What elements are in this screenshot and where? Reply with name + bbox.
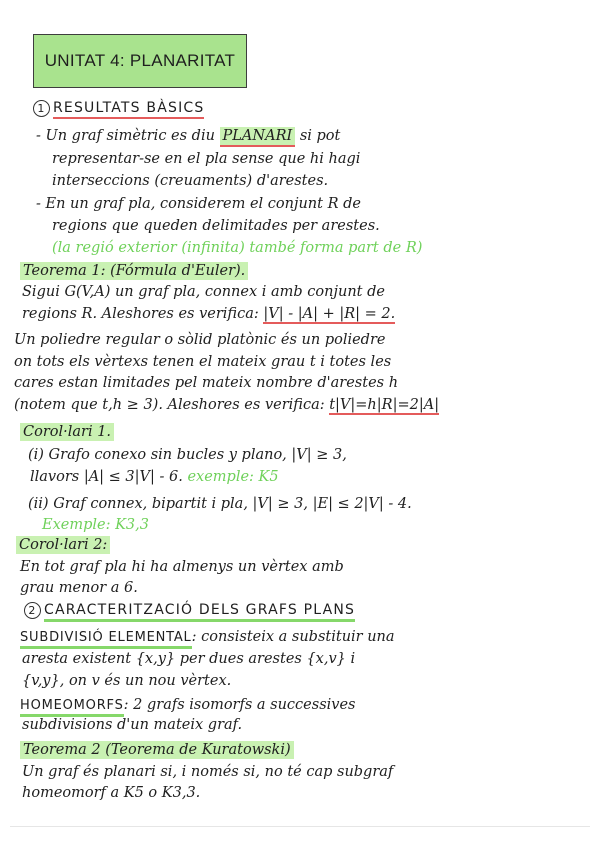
note-line: cares estan limitades pel mateix nombre d'arestes h	[14, 375, 399, 391]
note-line: Un poliedre regular o sòlid platònic és un poliedre	[14, 332, 386, 348]
note-line: interseccions (creuaments) d'arestes.	[52, 173, 329, 189]
corollary-2-heading	[16, 536, 110, 554]
note-line: representar-se en el pla sense que hi hagi	[52, 151, 361, 167]
theorem-1-heading	[20, 262, 248, 280]
note-text: : consisteix a substituir una	[191, 629, 395, 645]
term-subdivisio-elemental: SUBDIVISIÓ ELEMENTAL	[20, 630, 192, 649]
corollary-1-heading	[20, 423, 114, 441]
note-text: llavors |A| ≤ 3|V| - 6.	[30, 469, 183, 485]
theorem-2-heading	[20, 741, 294, 759]
note-line: - En un graf pla, considerem el conjunt R de	[36, 196, 361, 212]
note-line: {v,y}, on v és un nou vèrtex.	[22, 673, 232, 689]
note-line	[22, 305, 395, 323]
section-1-heading	[33, 100, 204, 117]
platonic-formula: t|V|=h|R|=2|A|	[329, 397, 440, 413]
note-line	[36, 127, 340, 145]
note-text: : 2 grafs isomorfs a successives	[123, 697, 356, 713]
note-line: Un graf és planari si, i només si, no té cap subgraf	[22, 764, 394, 780]
theorem-2-label: Teorema 2 (Teorema de Kuratowski)	[20, 741, 294, 759]
note-line: Sigui G(V,A) un graf pla, connex i amb conjunt de	[22, 284, 385, 300]
section-2-number: 2	[24, 602, 41, 619]
green-example: Exemple: K3,3	[42, 517, 149, 533]
green-example: exemple: K5	[187, 469, 279, 485]
term-homeomorfs: HOMEOMORFS	[20, 698, 124, 717]
note-line: (ii) Graf connex, bipartit i pla, |V| ≥ 3, |E| ≤ 2|V| - 4.	[28, 496, 412, 512]
euler-formula: |V| - |A| + |R| = 2.	[263, 306, 396, 322]
corollary-1-label: Corol·lari 1.	[20, 423, 114, 441]
theorem-1-label: Teorema 1: (Fórmula d'Euler).	[20, 262, 248, 280]
note-line: (i) Grafo conexo sin bucles y plano, |V| ≥ 3,	[28, 447, 347, 463]
note-line: En tot graf pla hi ha almenys un vèrtex amb	[20, 559, 344, 575]
note-line: on tots els vèrtexs tenen el mateix grau t i totes les	[14, 354, 392, 370]
note-line	[20, 628, 395, 647]
note-line: grau menor a 6.	[20, 580, 138, 596]
page-bottom-divider	[10, 826, 590, 827]
note-line: regions que queden delimitades per arestes.	[52, 218, 380, 234]
note-text: (notem que t,h ≥ 3). Aleshores es verifica:	[14, 397, 325, 413]
section-2-label: CARACTERITZACIÓ DELS GRAFS PLANS	[44, 602, 355, 622]
corollary-2-label: Corol·lari 2:	[16, 536, 110, 554]
note-line	[14, 396, 439, 414]
note-line	[30, 468, 279, 486]
green-note: (la regió exterior (infinita) també forma part de R)	[52, 240, 423, 256]
section-1-number: 1	[33, 100, 50, 117]
note-text: - Un graf simètric es diu	[36, 128, 215, 144]
note-line	[20, 696, 356, 715]
note-line: subdivisions d'un mateix graf.	[22, 717, 243, 733]
note-line: aresta existent {x,y} per dues arestes {x,v} i	[22, 651, 356, 667]
note-text: si pot	[299, 128, 341, 144]
section-2-heading	[24, 602, 355, 619]
section-1-label: RESULTATS BÀSICS	[53, 100, 204, 119]
note-line: homeomorf a K5 o K3,3.	[22, 785, 201, 801]
highlight-planari: PLANARI	[220, 127, 296, 147]
page-title: UNITAT 4: PLANARITAT	[33, 34, 247, 88]
note-text: regions R. Aleshores es verifica:	[22, 306, 259, 322]
